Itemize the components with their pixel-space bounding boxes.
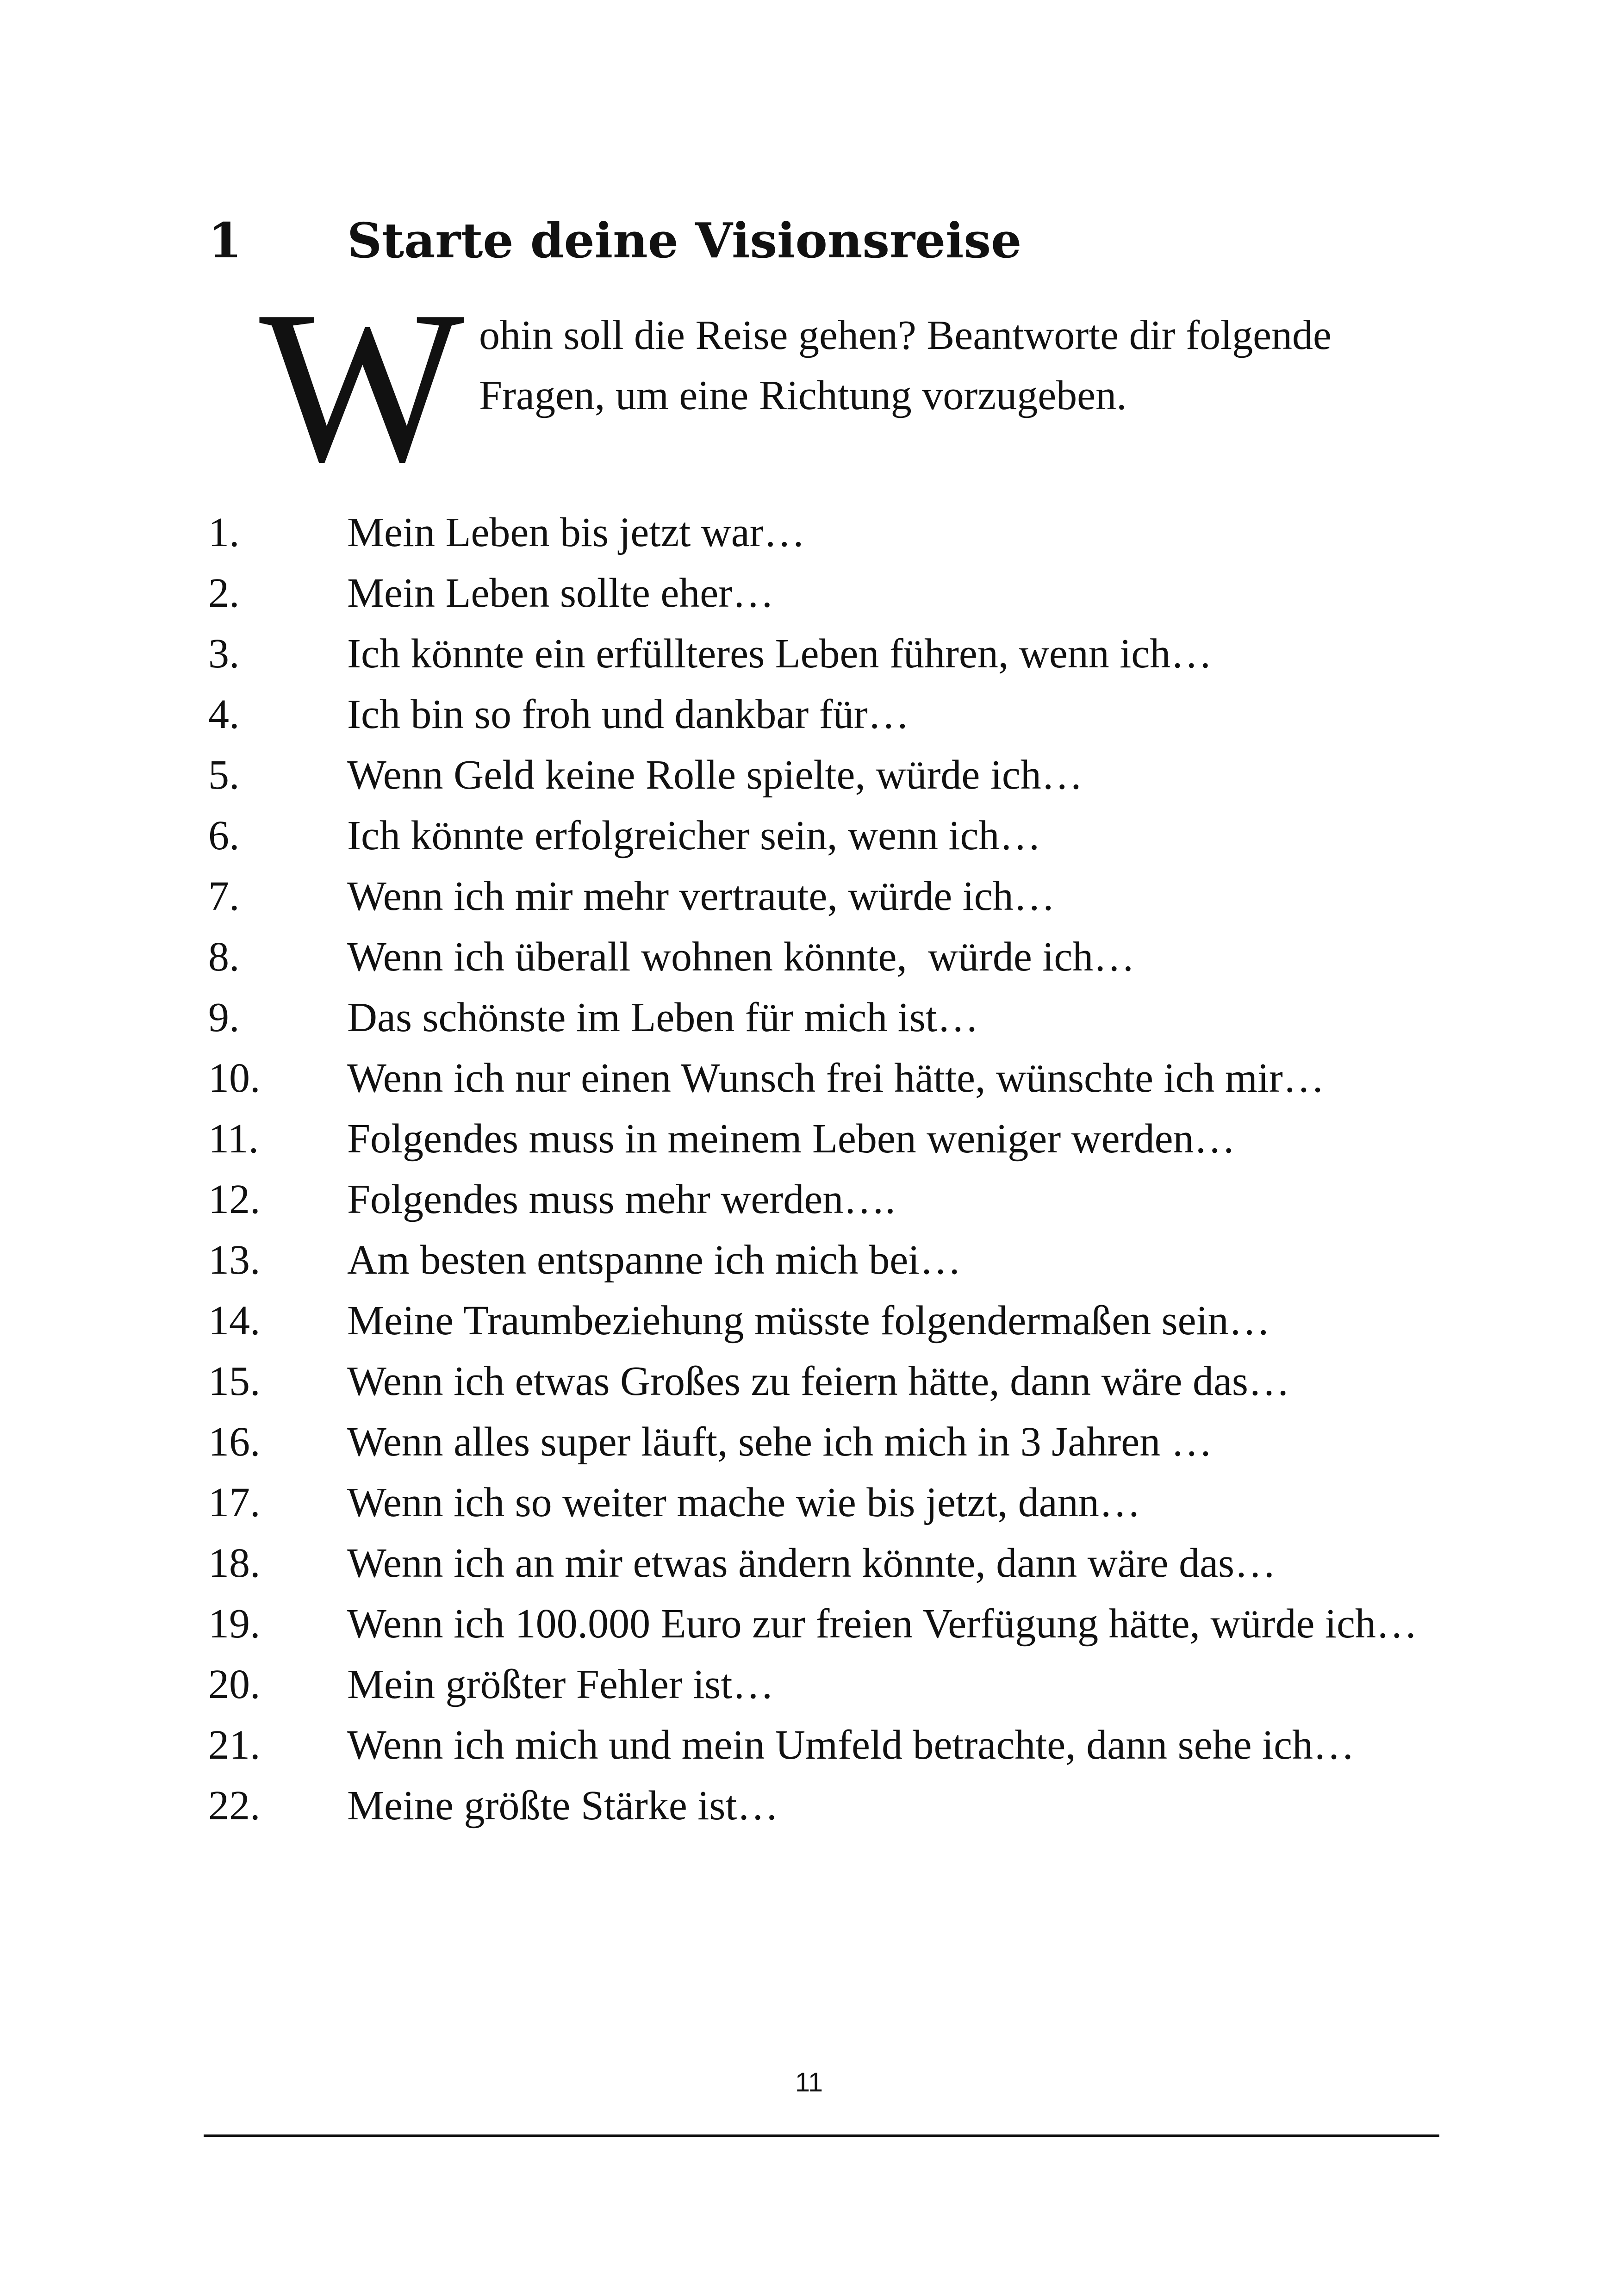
question-text: Wenn ich so weiter mache wie bis jetzt, dann… [347,1480,1141,1525]
question-number: 15. [208,1358,261,1404]
question-text: Mein größter Fehler ist… [347,1661,774,1707]
question-number: 5. [208,752,240,798]
question-number: 10. [208,1055,261,1101]
question-item [208,1108,1458,1169]
question-number: 13. [208,1237,261,1283]
question-number: 19. [208,1601,261,1647]
question-item [208,1715,1458,1775]
question-text: Ich könnte ein erfüllteres Leben führen, wenn ich… [347,631,1213,677]
question-number: 21. [208,1722,261,1768]
question-number: 2. [208,570,240,616]
question-text: Am besten entspanne ich mich bei… [347,1237,962,1283]
question-item [208,623,1458,684]
question-text: Das schönste im Leben für mich ist… [347,995,979,1040]
question-item [208,1230,1458,1290]
chapter-number: 1 [208,212,242,269]
question-text: Folgendes muss in meinem Leben weniger werden… [347,1116,1236,1162]
question-number: 17. [208,1480,261,1525]
question-text: Wenn ich nur einen Wunsch frei hätte, wünschte ich mir… [347,1055,1325,1101]
question-text: Folgendes muss mehr werden…. [347,1176,896,1222]
question-number: 16. [208,1419,261,1465]
question-text: Wenn ich an mir etwas ändern könnte, dann wäre das… [347,1540,1276,1586]
question-text: Wenn ich 100.000 Euro zur freien Verfügung hätte, würde ich… [347,1601,1418,1647]
footer-rule [204,2134,1439,2137]
question-item [208,1169,1458,1230]
question-number: 11. [208,1116,259,1162]
question-number: 22. [208,1783,261,1829]
question-list [208,502,1458,1836]
intro-line-2: Fragen, um eine Richtung vorzugeben. [479,373,1127,418]
question-text: Wenn ich mich und mein Umfeld betrachte, dann sehe ich… [347,1722,1355,1768]
question-text: Wenn ich etwas Großes zu feiern hätte, dann wäre das… [347,1358,1290,1404]
question-item [208,563,1458,623]
question-item [208,1412,1458,1472]
question-item [208,1290,1458,1351]
question-item [208,1472,1458,1533]
question-number: 12. [208,1176,261,1222]
question-text: Wenn alles super läuft, sehe ich mich in 3 Jahren … [347,1419,1213,1465]
drop-cap: W [259,266,465,507]
question-item [208,1351,1458,1412]
question-item [208,502,1458,563]
intro-paragraph [259,266,1444,507]
question-number: 7. [208,873,240,919]
page-number: 11 [795,2067,823,2097]
question-number: 9. [208,995,240,1040]
question-item [208,927,1458,987]
question-text: Ich bin so froh und dankbar für… [347,691,909,737]
intro-line-1: ohin soll die Reise gehen? Beantworte dir folgende [479,312,1332,358]
chapter-title: Starte deine Visionsreise [347,212,1022,269]
question-item [208,805,1458,866]
question-number: 4. [208,691,240,737]
question-text: Mein Leben bis jetzt war… [347,510,805,555]
question-text: Wenn ich überall wohnen könnte, würde ich… [347,934,1135,980]
question-text: Mein Leben sollte eher… [347,570,774,616]
question-item [208,745,1458,805]
question-text: Meine größte Stärke ist… [347,1783,779,1829]
question-item [208,1775,1458,1836]
question-item [208,1593,1458,1654]
question-text: Ich könnte erfolgreicher sein, wenn ich… [347,813,1041,859]
question-item [208,684,1458,745]
question-number: 8. [208,934,240,980]
question-item [208,866,1458,927]
question-number: 6. [208,813,240,859]
question-number: 3. [208,631,240,677]
question-number: 14. [208,1298,261,1344]
question-number: 18. [208,1540,261,1586]
question-item [208,1048,1458,1108]
question-text: Wenn ich mir mehr vertraute, würde ich… [347,873,1055,919]
question-item [208,1533,1458,1593]
question-item [208,1654,1458,1715]
question-text: Meine Traumbeziehung müsste folgendermaßen sein… [347,1298,1270,1344]
question-number: 20. [208,1661,261,1707]
question-number: 1. [208,510,240,555]
question-item [208,987,1458,1048]
question-text: Wenn Geld keine Rolle spielte, würde ich… [347,752,1083,798]
